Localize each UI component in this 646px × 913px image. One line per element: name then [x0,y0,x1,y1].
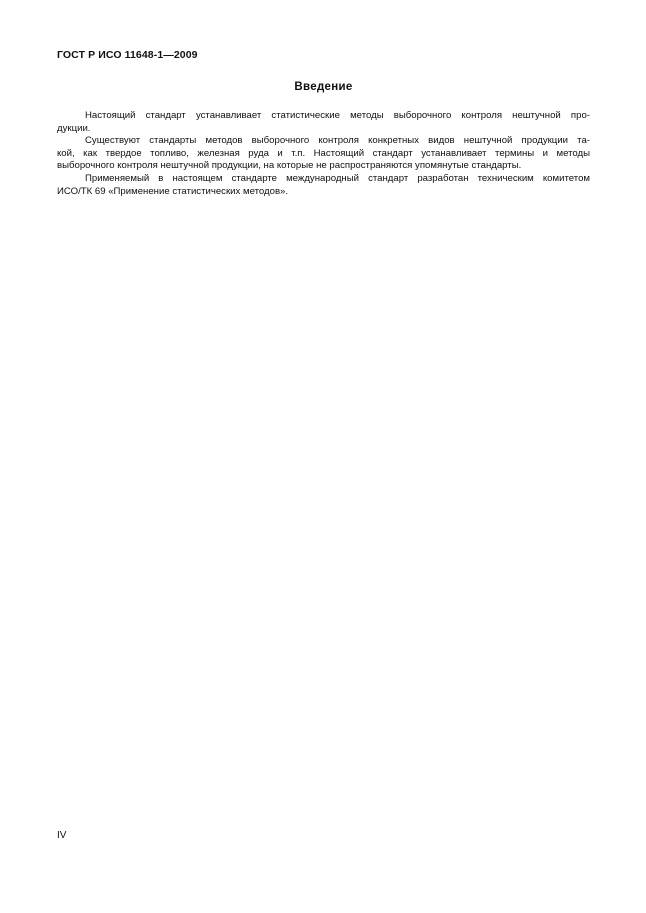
document-header: ГОСТ Р ИСО 11648-1—2009 [57,49,198,61]
paragraph-line: дукции. [57,122,91,134]
paragraph-line: выборочного контроля нештучной продукции, на которые не распространяются упомянутые стандарты. [57,160,522,172]
paragraph-line: Применяемый в настоящем стандарте международный стандарт разработан техническим комитетом [85,172,590,184]
page-number: IV [57,830,67,841]
section-body [57,110,590,198]
paragraph [57,135,590,173]
paragraph-line: Настоящий стандарт устанавливает статистические методы выборочного контроля нештучной про- [85,110,590,121]
paragraph [57,110,590,135]
paragraph-line: ИСО/ТК 69 «Применение статистических методов». [57,185,289,197]
section-title: Введение [294,81,353,93]
paragraph-line: Существуют стандарты методов выборочного контроля конкретных видов нештучной продукции та- [85,135,590,147]
paragraph-line: кой, как твердое топливо, железная руда и т.п. Настоящий стандарт устанавливает термины и методы [57,147,590,159]
paragraph [57,173,590,198]
